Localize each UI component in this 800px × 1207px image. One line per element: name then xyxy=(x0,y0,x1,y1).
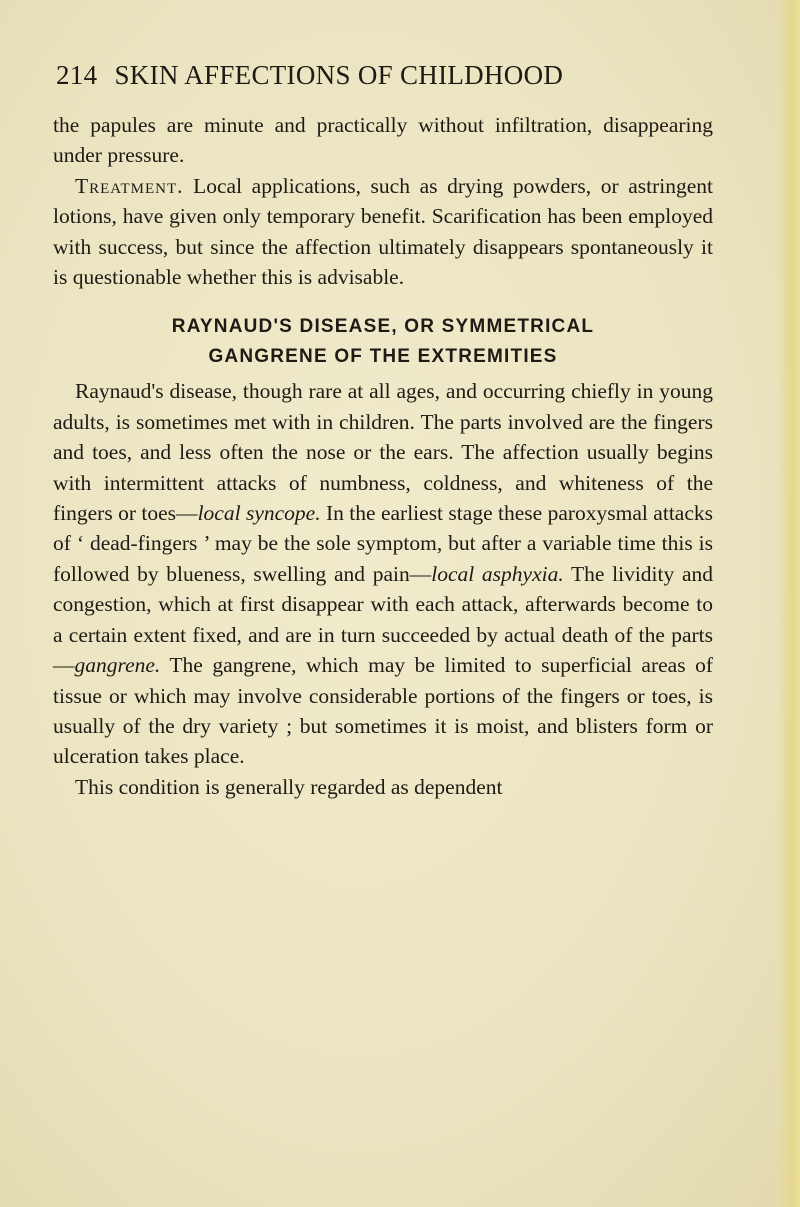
raynaud-text-2: In the earliest stage these paroxysmal attacks of ‘ dead-fingers ’ may be the sole symptom, but after a variable time this is followed by blueness, swelling and pain— xyxy=(53,501,713,586)
paragraph-raynaud xyxy=(53,376,713,771)
raynaud-italic-1: local syncope. xyxy=(197,501,321,526)
paragraph-treatment xyxy=(53,171,713,293)
treatment-text: Local applications, such as drying powders, or astringent lotions, have given only temporary benefit. Scarification has been employed with success, but since the affection ultimately disappears spontaneously it is questionable whether this is advisable. xyxy=(53,173,713,290)
section-heading-line-1: RAYNAUD'S DISEASE, OR SYMMETRICAL xyxy=(171,316,595,338)
page-number: 214 xyxy=(56,60,98,90)
raynaud-text-1: Raynaud's disease, though rare at all ages, and occurring chiefly in young adults, is sometimes met with in children. The parts involved are the fingers and toes, and less often the nose or the ears. The affection usually begins with intermittent attacks of numbness, coldness, and whiteness of the fingers or toes— xyxy=(53,379,713,526)
body-text xyxy=(53,110,713,802)
paragraph-condition: This condition is generally regarded as dependent xyxy=(75,774,503,799)
section-heading xyxy=(53,312,713,372)
section-heading-line-2: GANGRENE OF THE EXTREMITIES xyxy=(208,346,558,368)
raynaud-italic-2: local asphyxia. xyxy=(431,561,564,586)
running-title: SKIN AFFECTIONS OF CHILDHOOD xyxy=(114,60,564,90)
raynaud-italic-3: gangrene. xyxy=(74,653,161,678)
running-header xyxy=(56,60,716,91)
treatment-label: Treatment. xyxy=(75,173,184,198)
paragraph-continuation: the papules are minute and practically without infiltration, disappearing under pressure. xyxy=(53,113,713,168)
raynaud-text-3: The lividity and congestion, which at first disappear with each attack, afterwards become to a certain extent fixed, and are in turn succeeded by actual death of the parts— xyxy=(53,561,713,678)
raynaud-text-4: The gangrene, which may be limited to superficial areas of tissue or which may involve considerable portions of the fingers or toes, is usually of the dry variety ; but sometimes it is moist, and blisters form or ulceration takes place. xyxy=(53,653,713,769)
page-edge xyxy=(778,0,800,1207)
